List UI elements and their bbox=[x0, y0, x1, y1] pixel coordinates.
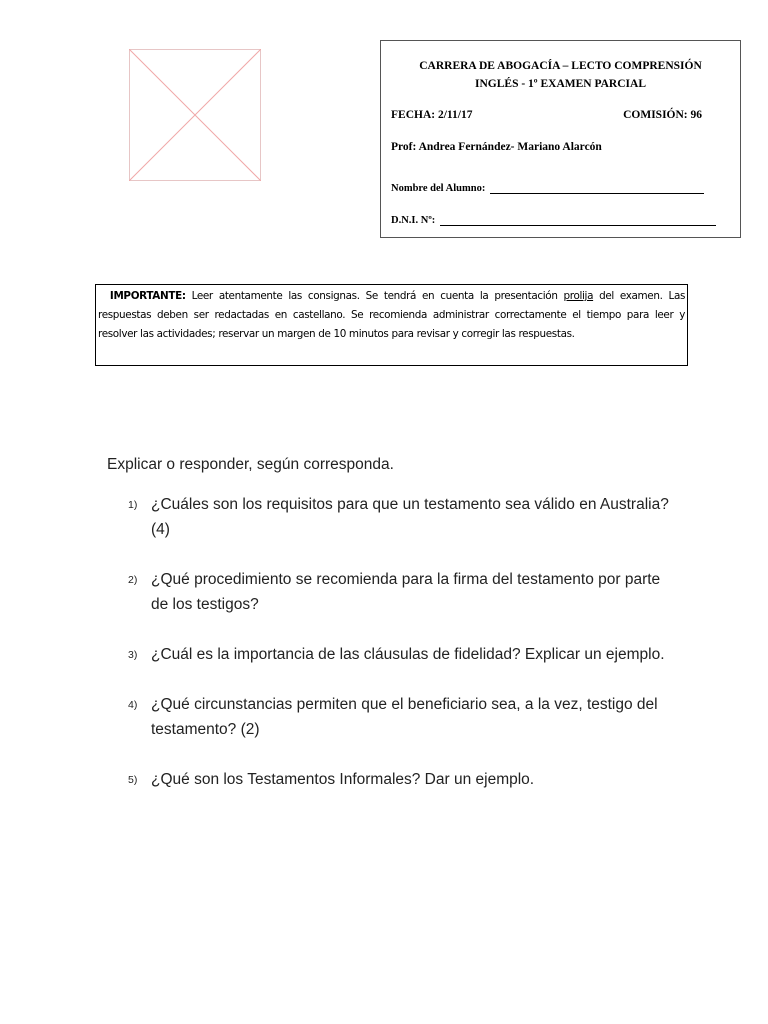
question-text: ¿Qué son los Testamentos Informales? Dar un ejemplo. bbox=[151, 771, 535, 788]
question-number: 2) bbox=[128, 574, 138, 586]
exam-title-line1: CARRERA DE ABOGACÍA – LECTO COMPRENSIÓN bbox=[419, 60, 702, 72]
question-number: 5) bbox=[128, 774, 138, 786]
question-item bbox=[128, 692, 688, 742]
student-name-label: Nombre del Alumno: bbox=[391, 183, 486, 194]
dni-row bbox=[391, 213, 716, 226]
question-item bbox=[128, 492, 688, 542]
exam-header-box bbox=[380, 40, 741, 238]
question-text: ¿Cuáles son los requisitos para que un testamento sea válido en Australia? (4) bbox=[151, 496, 669, 538]
exam-commission: COMISIÓN: 96 bbox=[623, 109, 702, 121]
question-number: 3) bbox=[128, 649, 138, 661]
question-text: ¿Qué procedimiento se recomienda para la firma del testamento por parte de los testigos? bbox=[151, 571, 661, 613]
question-number: 1) bbox=[128, 499, 138, 511]
notice-heading: IMPORTANTE: bbox=[109, 290, 186, 302]
important-notice bbox=[95, 284, 688, 366]
instruction-text: Explicar o responder, según corresponda. bbox=[107, 456, 394, 473]
question-number: 4) bbox=[128, 699, 138, 711]
question-item bbox=[128, 567, 688, 617]
student-name-row bbox=[391, 181, 704, 194]
exam-title-line2: INGLÉS - 1º EXAMEN PARCIAL bbox=[475, 78, 646, 90]
notice-text-after: del examen. Las respuestas deben ser redactadas en castellano. Se recomienda administrar correctamente el tiempo para leer y resolver las actividades; reservar un margen de 10 minutos para revisar y corregir las respuestas. bbox=[98, 290, 686, 340]
logo-placeholder-image bbox=[129, 49, 261, 181]
question-item bbox=[128, 767, 688, 792]
student-name-field[interactable] bbox=[490, 181, 704, 194]
dni-field[interactable] bbox=[440, 213, 716, 226]
question-text: ¿Cuál es la importancia de las cláusulas de fidelidad? Explicar un ejemplo. bbox=[151, 646, 665, 663]
professors: Prof: Andrea Fernández- Mariano Alarcón bbox=[391, 141, 602, 153]
dni-label: D.N.I. Nº: bbox=[391, 215, 436, 226]
exam-date: FECHA: 2/11/17 bbox=[391, 109, 473, 121]
notice-text-before: Leer atentamente las consignas. Se tendrá en cuenta la presentación bbox=[191, 290, 558, 302]
question-text: ¿Qué circunstancias permiten que el beneficiario sea, a la vez, testigo del testamento? (2) bbox=[151, 696, 658, 738]
question-list bbox=[128, 492, 688, 817]
notice-underlined-word: prolija bbox=[563, 290, 594, 302]
question-item bbox=[128, 642, 688, 667]
